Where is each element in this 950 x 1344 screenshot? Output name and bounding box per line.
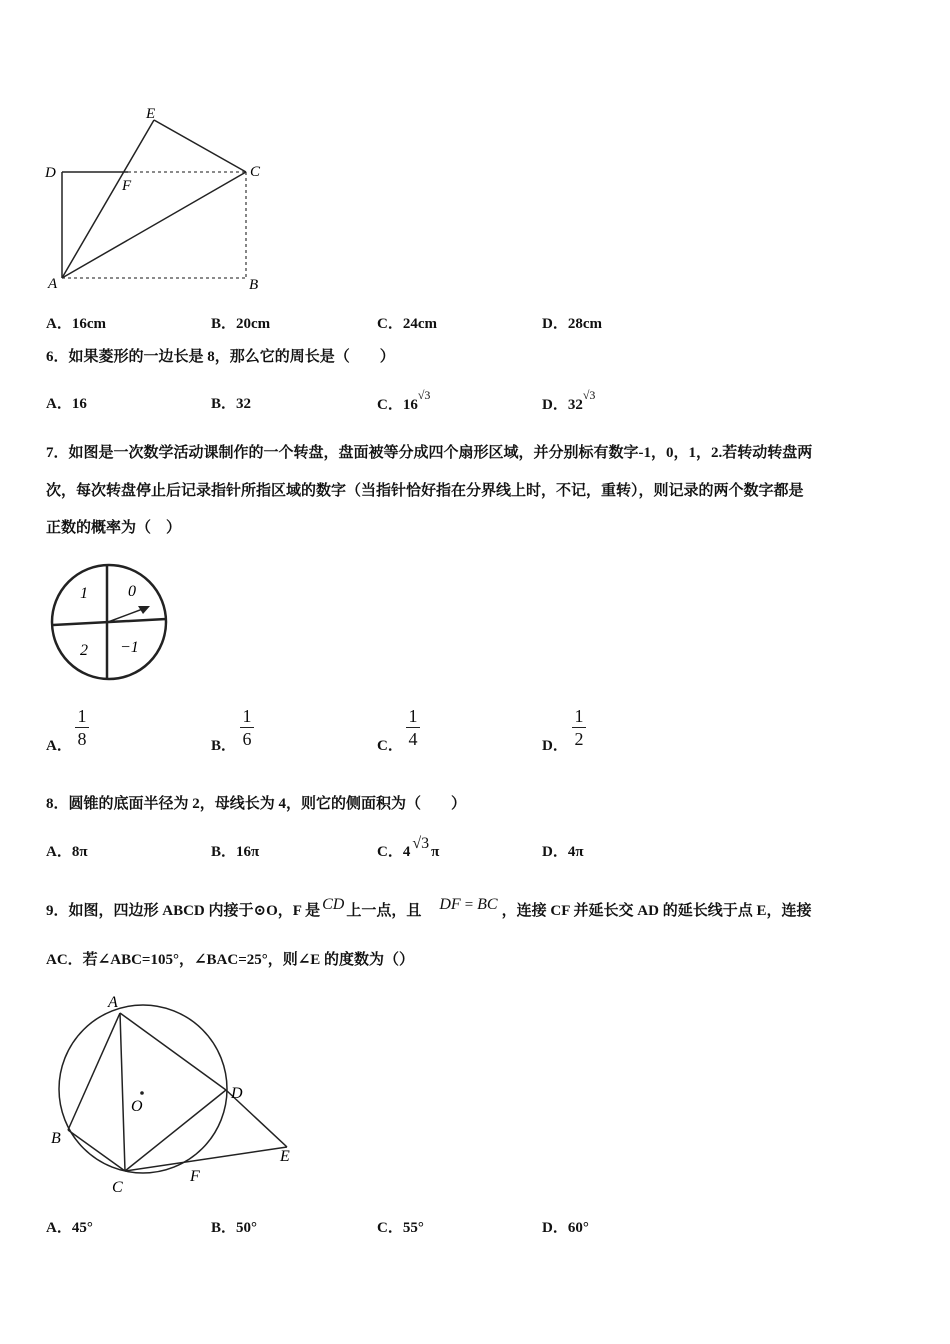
fraction-1-8: 1 8 [75,706,89,749]
q8-option-a: A．8π [46,844,88,860]
q8-option-b: B．16π [211,844,260,860]
q9-option-b: B．50° [211,1220,258,1236]
q7-option-b: B． [211,738,237,754]
q8-text: 8．圆锥的底面半径为 2，母线长为 4，则它的侧面积为（ ） [46,796,467,812]
q5-option-b: B．20cm [211,316,271,332]
q9-option-d: D．60° [542,1220,589,1236]
label-F: F [122,178,132,194]
q7-option-a: A． [46,738,72,754]
q9-option-c: C．55° [377,1220,424,1236]
q7-line-2: 次，每次转盘停止后记录指针所指区域的数字（当指针恰好指在分界线上时，不记，重转），则记录的两个数字都是 [46,483,804,499]
q7-line-1: 7．如图是一次数学活动课制作的一个转盘，盘面被等分成四个扇形区域，并分别标有数字-1，0，1，2.若转动转盘两 [46,445,813,461]
label-E: E [280,1148,290,1165]
label-B: B [51,1130,61,1147]
q9-option-a: A．45° [46,1220,93,1236]
fraction-1-4: 1 4 [406,706,420,749]
q8-option-c: C．4 √3 π [377,835,440,860]
label-B: B [249,277,259,293]
q7-option-d: D． [542,738,568,754]
sqrt-3: √3 [582,388,596,402]
sector-0: 0 [128,583,136,600]
q9-line-1: 9．如图，四边形 ABCD 内接于⊙O，F 是 CD 上一点，且 DF = BC ，连接 CF 并延长交 AD 的延长线于点 E，连接 [46,896,812,919]
q9-line-2: AC．若∠ABC=105°，∠BAC=25°，则∠E 的度数为（） [46,952,415,968]
arc-bc: BC [477,896,498,913]
q8-option-d: D．4π [542,844,584,860]
label-D: D [45,165,56,181]
label-A: A [48,276,58,292]
q5-option-d: D．28cm [542,316,602,332]
rectangle-fold-figure [40,100,280,300]
inscribed-quadrilateral-figure [40,985,310,1200]
label-E: E [146,106,156,122]
label-A: A [108,994,118,1011]
sector-1: 1 [80,585,88,602]
q6-option-d: D．$32^{√3}$ [542,388,596,413]
label-C: C [250,164,261,180]
q7-option-c: C． [377,738,403,754]
q6-text: 6．如果菱形的一边长是 8，那么它的周长是（ ） [46,349,395,365]
sector-2: 2 [80,642,88,659]
q7-line-3: 正数的概率为（ ） [46,520,182,536]
label-D: D [231,1085,243,1102]
arc-cd: CD [322,896,345,913]
q5-option-a: A．16cm [46,316,106,332]
fraction-1-2: 1 2 [572,706,586,749]
spinner-figure [48,560,172,684]
label-O: O [131,1098,143,1115]
sqrt-3: √3 [417,388,431,402]
sqrt-3: √3 [412,835,430,852]
label-C: C [112,1179,123,1196]
q5-option-c: C．24cm [377,316,437,332]
label-F: F [190,1168,200,1185]
q6-option-a: A．16 [46,396,87,412]
fraction-1-6: 1 6 [240,706,254,749]
sector-neg1: −1 [120,639,139,656]
arc-df: DF [439,896,461,913]
q6-option-c: C．$16^{√3}$ [377,388,431,413]
q6-option-b: B．32 [211,396,252,412]
